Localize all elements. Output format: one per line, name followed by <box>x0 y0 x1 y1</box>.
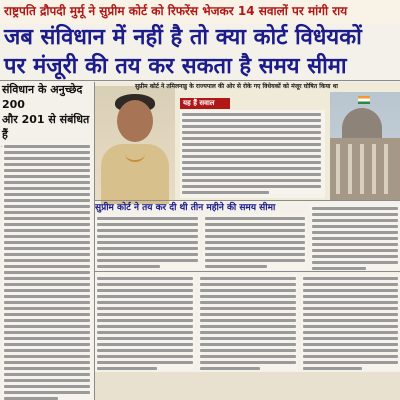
text-line-placeholder <box>4 373 90 376</box>
section-subheading: सुप्रीम कोर्ट ने तय कर दी थी तीन महीने की समय सीमा <box>95 203 276 213</box>
text-line-placeholder <box>4 295 90 298</box>
text-line-placeholder <box>303 325 398 328</box>
text-line-placeholder <box>4 235 90 238</box>
text-line-placeholder <box>97 349 193 352</box>
text-line-placeholder <box>200 349 296 352</box>
text-line-placeholder <box>200 319 296 322</box>
text-line-placeholder <box>200 325 296 328</box>
text-line-placeholder <box>4 151 90 154</box>
text-line-placeholder <box>97 367 157 370</box>
text-line-placeholder <box>312 237 398 240</box>
text-line-placeholder <box>312 243 398 246</box>
text-line-placeholder <box>182 149 321 152</box>
text-line-placeholder <box>312 207 398 210</box>
text-line-placeholder <box>312 219 398 222</box>
text-line-placeholder <box>205 253 305 256</box>
text-line-placeholder <box>4 187 90 190</box>
text-line-placeholder <box>4 145 90 148</box>
text-line-placeholder <box>4 367 90 370</box>
text-line-placeholder <box>312 225 398 228</box>
text-line-placeholder <box>200 367 260 370</box>
text-line-placeholder <box>97 295 193 298</box>
text-line-placeholder <box>182 113 321 116</box>
text-line-placeholder <box>97 247 198 250</box>
text-line-placeholder <box>182 173 321 176</box>
subhead-line-2: और 201 से संबंधित हैं <box>2 113 90 141</box>
text-line-placeholder <box>200 313 296 316</box>
text-line-placeholder <box>97 289 193 292</box>
text-line-placeholder <box>97 361 193 364</box>
text-line-placeholder <box>4 241 90 244</box>
text-line-placeholder <box>4 271 90 274</box>
text-line-placeholder <box>312 255 398 258</box>
story-column-3-top <box>310 204 400 270</box>
text-line-placeholder <box>182 155 321 158</box>
text-line-placeholder <box>97 307 193 310</box>
text-line-placeholder <box>4 391 90 394</box>
text-line-placeholder <box>205 259 305 262</box>
text-line-placeholder <box>4 355 90 358</box>
text-line-placeholder <box>97 331 193 334</box>
text-line-placeholder <box>4 313 90 316</box>
text-line-placeholder <box>4 283 90 286</box>
text-line-placeholder <box>97 253 198 256</box>
story-column-3 <box>301 274 400 370</box>
text-line-placeholder <box>97 235 198 238</box>
text-line-placeholder <box>303 313 398 316</box>
text-line-placeholder <box>200 277 296 280</box>
text-line-placeholder <box>4 307 90 310</box>
text-line-placeholder <box>97 265 160 268</box>
text-line-placeholder <box>4 253 90 256</box>
photo-caption: सुप्रीम कोर्ट ने तमिलनाडु के राज्यपाल की ओर से रोके गए विधेयकों को मंजूर घोषित किया था <box>135 83 338 90</box>
text-line-placeholder <box>205 217 305 220</box>
text-line-placeholder <box>4 211 90 214</box>
text-line-placeholder <box>200 289 296 292</box>
text-line-placeholder <box>205 241 305 244</box>
text-line-placeholder <box>97 229 198 232</box>
text-line-placeholder <box>200 301 296 304</box>
text-line-placeholder <box>303 289 398 292</box>
text-line-placeholder <box>200 295 296 298</box>
questions-text <box>180 110 325 198</box>
text-line-placeholder <box>312 213 398 216</box>
text-line-placeholder <box>97 343 193 346</box>
text-line-placeholder <box>182 143 321 146</box>
text-line-placeholder <box>205 223 305 226</box>
headline <box>0 23 400 81</box>
text-line-placeholder <box>97 217 198 220</box>
text-line-placeholder <box>4 181 90 184</box>
story-column-1 <box>95 274 195 370</box>
text-line-placeholder <box>303 367 362 370</box>
text-line-placeholder <box>200 337 296 340</box>
text-line-placeholder <box>303 337 398 340</box>
text-line-placeholder <box>4 163 90 166</box>
text-line-placeholder <box>97 337 193 340</box>
text-line-placeholder <box>4 379 90 382</box>
text-line-placeholder <box>200 331 296 334</box>
story-column-2-top <box>203 214 307 270</box>
text-line-placeholder <box>303 361 398 364</box>
text-line-placeholder <box>182 137 321 140</box>
text-line-placeholder <box>205 235 305 238</box>
text-line-placeholder <box>205 265 267 268</box>
questions-label: यह हैं सवाल <box>180 98 230 109</box>
text-line-placeholder <box>4 331 90 334</box>
text-line-placeholder <box>97 259 198 262</box>
text-line-placeholder <box>97 283 193 286</box>
text-line-placeholder <box>4 337 90 340</box>
text-line-placeholder <box>182 119 321 122</box>
text-line-placeholder <box>200 355 296 358</box>
text-line-placeholder <box>4 223 90 226</box>
text-line-placeholder <box>303 349 398 352</box>
text-line-placeholder <box>4 289 90 292</box>
text-line-placeholder <box>182 125 321 128</box>
text-line-placeholder <box>97 277 193 280</box>
text-line-placeholder <box>303 301 398 304</box>
text-line-placeholder <box>4 301 90 304</box>
text-line-placeholder <box>4 349 90 352</box>
story-column-1-top <box>95 214 200 270</box>
text-line-placeholder <box>97 319 193 322</box>
text-line-placeholder <box>303 307 398 310</box>
text-line-placeholder <box>97 313 193 316</box>
text-line-placeholder <box>4 205 90 208</box>
text-line-placeholder <box>200 307 296 310</box>
text-line-placeholder <box>4 277 90 280</box>
text-line-placeholder <box>312 267 366 270</box>
kicker-line: राष्ट्रपति द्रौपदी मुर्मू ने सुप्रीम कोर्ट को रिफरेंस भेजकर 14 सवालों पर मांगी राय <box>0 0 400 24</box>
text-line-placeholder <box>205 247 305 250</box>
text-line-placeholder <box>182 179 321 182</box>
text-line-placeholder <box>97 355 193 358</box>
text-line-placeholder <box>4 193 90 196</box>
text-line-placeholder <box>4 169 90 172</box>
divider <box>0 80 400 81</box>
text-line-placeholder <box>312 261 398 264</box>
story-column-2 <box>198 274 298 370</box>
text-line-placeholder <box>97 223 198 226</box>
text-line-placeholder <box>303 355 398 358</box>
text-line-placeholder <box>303 319 398 322</box>
headline-line-2: पर मंजूरी की तय कर सकता है समय सीमा <box>4 54 347 79</box>
text-line-placeholder <box>303 343 398 346</box>
headline-line-1: जब संविधान में नहीं है तो क्या कोर्ट विधेयकों <box>4 25 362 50</box>
text-line-placeholder <box>97 301 193 304</box>
divider <box>95 200 400 201</box>
text-line-placeholder <box>97 325 193 328</box>
text-line-placeholder <box>303 277 398 280</box>
text-line-placeholder <box>303 295 398 298</box>
text-line-placeholder <box>200 283 296 286</box>
text-line-placeholder <box>4 319 90 322</box>
text-line-placeholder <box>303 331 398 334</box>
text-line-placeholder <box>205 229 305 232</box>
text-line-placeholder <box>312 249 398 252</box>
text-line-placeholder <box>200 343 296 346</box>
text-line-placeholder <box>4 361 90 364</box>
text-line-placeholder <box>182 191 269 194</box>
text-line-placeholder <box>4 229 90 232</box>
text-line-placeholder <box>4 157 90 160</box>
text-line-placeholder <box>303 283 398 286</box>
supreme-court-building-icon <box>330 92 400 200</box>
subhead-line-1: संविधान के अनुच्छेद 200 <box>2 83 83 111</box>
text-line-placeholder <box>182 167 321 170</box>
text-line-placeholder <box>182 161 321 164</box>
text-line-placeholder <box>4 265 90 268</box>
text-line-placeholder <box>4 343 90 346</box>
text-line-placeholder <box>4 325 90 328</box>
left-column-text <box>2 142 92 400</box>
divider <box>95 271 400 272</box>
text-line-placeholder <box>97 241 198 244</box>
footer-strip <box>95 372 400 400</box>
text-line-placeholder <box>4 247 90 250</box>
text-line-placeholder <box>4 259 90 262</box>
text-line-placeholder <box>4 217 90 220</box>
text-line-placeholder <box>4 385 90 388</box>
text-line-placeholder <box>4 199 90 202</box>
text-line-placeholder <box>312 231 398 234</box>
subhead <box>0 82 94 141</box>
text-line-placeholder <box>4 175 90 178</box>
text-line-placeholder <box>182 185 321 188</box>
text-line-placeholder <box>200 361 296 364</box>
portrait-photo-icon <box>95 86 175 200</box>
text-line-placeholder <box>182 131 321 134</box>
